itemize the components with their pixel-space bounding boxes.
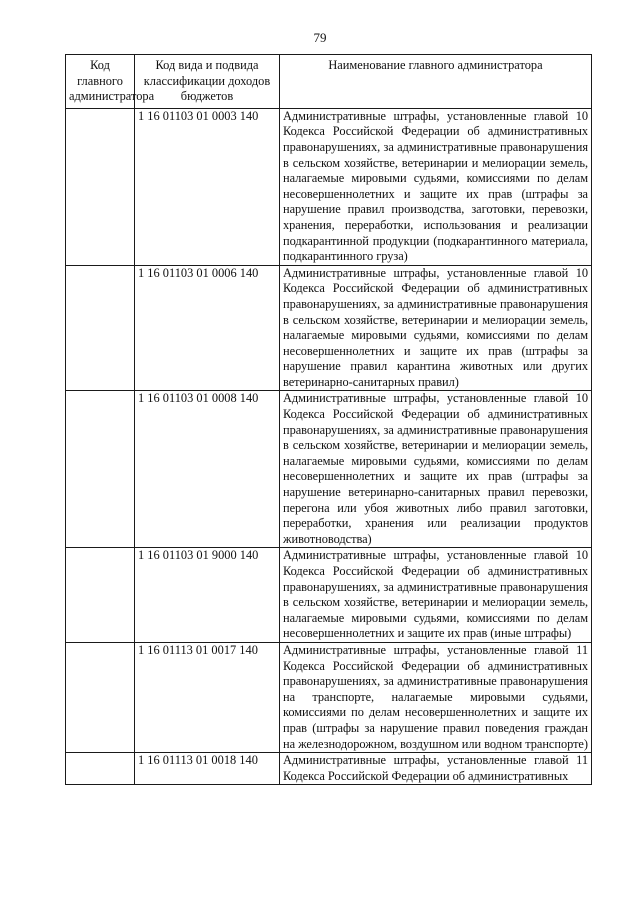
table-row: [66, 265, 592, 391]
row-income-code: 1 16 01103 01 0006 140: [135, 265, 280, 391]
row-income-code: 1 16 01113 01 0017 140: [135, 642, 280, 752]
header-admin-name: Наименование главного администратора: [280, 55, 592, 109]
row-description: Административные штрафы, установленные главой 10 Кодекса Российской Федерации об административных правонарушениях, за административные правонарушения в сельском хозяйстве, ветеринарии и мелиорации земель, налагаемые мировыми судьями, комиссиями по делам несовершеннолетних и защите их прав (иные штрафы): [280, 548, 592, 643]
row-admin-code: [66, 753, 135, 785]
header-admin-code: Код главного администратора: [66, 55, 135, 109]
row-income-code: 1 16 01103 01 9000 140: [135, 548, 280, 643]
table-header-row: [66, 55, 592, 109]
table-row: [66, 642, 592, 752]
row-income-code: 1 16 01113 01 0018 140: [135, 753, 280, 785]
table-row: [66, 753, 592, 785]
row-admin-code: [66, 548, 135, 643]
table-row: [66, 391, 592, 548]
row-admin-code: [66, 642, 135, 752]
row-admin-code: [66, 108, 135, 265]
row-description: Административные штрафы, установленные главой 11 Кодекса Российской Федерации об административных: [280, 753, 592, 785]
row-admin-code: [66, 391, 135, 548]
table-row: [66, 108, 592, 265]
header-income-code: Код вида и подвида классификации доходов бюджетов: [135, 55, 280, 109]
row-description: Административные штрафы, установленные главой 10 Кодекса Российской Федерации об административных правонарушениях, за административные правонарушения в сельском хозяйстве, ветеринарии и мелиорации земель, налагаемые мировыми судьями, комиссиями по делам несовершеннолетних и защите их прав (штрафы за нарушение правил карантина животных или других ветеринарно-санитарных правил): [280, 265, 592, 391]
page-number: 79: [313, 30, 327, 45]
income-classification-table: [65, 54, 592, 785]
row-description: Административные штрафы, установленные главой 11 Кодекса Российской Федерации об административных правонарушениях, за административные правонарушения на транспорте, налагаемые мировыми судьями, комиссиями по делам несовершеннолетних и защите их прав (штрафы за нарушение правил поведения граждан на железнодорожном, воздушном или водном транспорте): [280, 642, 592, 752]
table-row: [66, 548, 592, 643]
row-description: Административные штрафы, установленные главой 10 Кодекса Российской Федерации об административных правонарушениях, за административные правонарушения в сельском хозяйстве, ветеринарии и мелиорации земель, налагаемые мировыми судьями, комиссиями по делам несовершеннолетних и защите их прав (штрафы за нарушение ветеринарно-санитарных правил перевозки, перегона или убоя животных либо правил заготовки, переработки, хранения или реализации продуктов животноводства): [280, 391, 592, 548]
row-description: Административные штрафы, установленные главой 10 Кодекса Российской Федерации об административных правонарушениях, за административные правонарушения в сельском хозяйстве, ветеринарии и мелиорации земель, налагаемые мировыми судьями, комиссиями по делам несовершеннолетних и защите их прав (штрафы за нарушение правил производства, заготовки, перевозки, хранения, переработки, использования и реализации подкарантинной продукции (подкарантинного материала, подкарантинного груза): [280, 108, 592, 265]
row-income-code: 1 16 01103 01 0008 140: [135, 391, 280, 548]
row-admin-code: [66, 265, 135, 391]
row-income-code: 1 16 01103 01 0003 140: [135, 108, 280, 265]
